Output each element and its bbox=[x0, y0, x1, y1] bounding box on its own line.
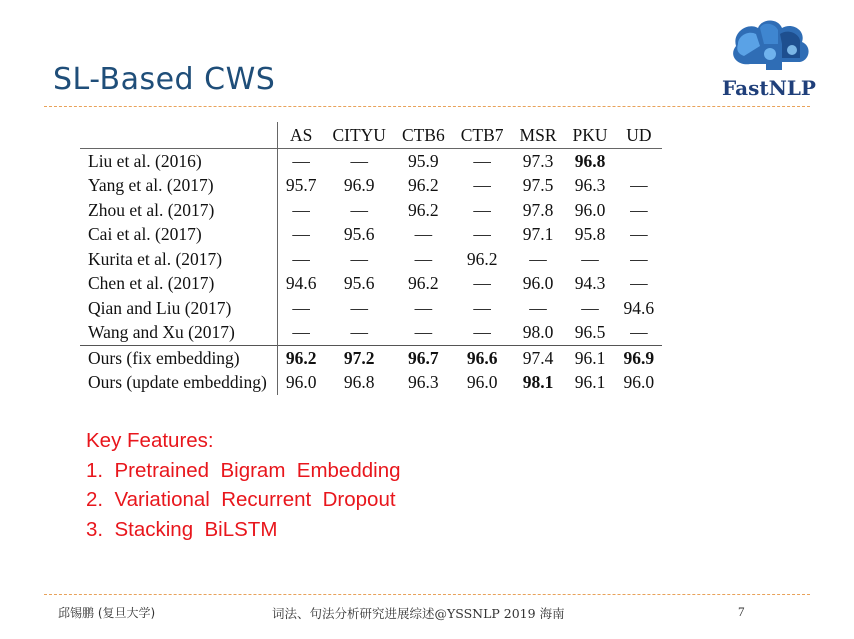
row-label: Chen et al. (2017) bbox=[80, 272, 277, 297]
table-cell: — bbox=[473, 175, 491, 196]
table-cell: 96.2 bbox=[466, 248, 498, 269]
table-cell: 97.1 bbox=[522, 224, 554, 245]
table-cell: — bbox=[630, 224, 648, 245]
table-cell: 96.7 bbox=[394, 346, 453, 371]
table-cell: 94.6 bbox=[285, 273, 317, 294]
feature-item: 3. Stacking BiLSTM bbox=[86, 517, 278, 541]
table-cell: 96.2 bbox=[408, 199, 439, 220]
table-cell: — bbox=[630, 199, 648, 220]
table-cell: 95.7 bbox=[285, 175, 317, 196]
table-cell: — bbox=[350, 199, 368, 220]
table-row bbox=[80, 247, 662, 272]
row-label: Liu et al. (2016) bbox=[80, 149, 277, 174]
table-cell: — bbox=[292, 199, 310, 220]
table-cell: 96.2 bbox=[408, 273, 439, 294]
table-cell: — bbox=[630, 273, 648, 294]
table-cell: — bbox=[529, 297, 547, 318]
table-cell: — bbox=[581, 248, 599, 269]
table-cell: — bbox=[473, 273, 491, 294]
table-cell: 96.2 bbox=[277, 346, 324, 371]
table-cell: — bbox=[630, 175, 648, 196]
table-cell: 97.2 bbox=[324, 346, 393, 371]
table-cell: — bbox=[630, 248, 648, 269]
table-cell: — bbox=[473, 199, 491, 220]
table-row bbox=[80, 272, 662, 297]
table-cell: 96.1 bbox=[574, 372, 606, 393]
table-cell: 96.0 bbox=[466, 372, 498, 393]
column-header: UD bbox=[616, 122, 663, 149]
table-cell: 96.5 bbox=[574, 322, 606, 343]
table-cell: 96.6 bbox=[453, 346, 512, 371]
table-cell: 96.1 bbox=[565, 346, 616, 371]
table-cell: 96.0 bbox=[285, 372, 317, 393]
table-cell: — bbox=[630, 322, 648, 343]
table-cell: 96.9 bbox=[343, 175, 375, 196]
table-cell: — bbox=[350, 248, 368, 269]
table-cell: — bbox=[473, 297, 491, 318]
table-cell bbox=[616, 149, 663, 174]
table-row bbox=[80, 296, 662, 321]
table-header-row bbox=[80, 122, 662, 149]
table-body bbox=[80, 149, 662, 396]
footer-talk-title: 词法、句法分析研究进展综述@YSSNLP 2019 海南 bbox=[272, 606, 565, 621]
key-features bbox=[86, 426, 401, 544]
row-label: Qian and Liu (2017) bbox=[80, 296, 277, 321]
row-label: Kurita et al. (2017) bbox=[80, 247, 277, 272]
column-header: CTB7 bbox=[453, 122, 512, 149]
table-row bbox=[80, 223, 662, 248]
table-cell: 96.0 bbox=[623, 372, 655, 393]
table-cell: — bbox=[350, 150, 368, 171]
table-cell: 97.4 bbox=[512, 346, 565, 371]
results-table bbox=[80, 122, 662, 395]
footer-divider bbox=[44, 594, 810, 595]
slide-title: SL-Based CWS bbox=[53, 62, 276, 97]
column-header: PKU bbox=[565, 122, 616, 149]
table-cell: — bbox=[292, 322, 310, 343]
table-cell: 97.5 bbox=[522, 175, 554, 196]
table-cell: — bbox=[292, 224, 310, 245]
table-cell: 95.6 bbox=[343, 224, 375, 245]
row-label: Yang et al. (2017) bbox=[80, 174, 277, 199]
table-cell: — bbox=[414, 322, 433, 343]
table-cell: 95.6 bbox=[343, 273, 375, 294]
table-cell: — bbox=[292, 297, 310, 318]
table-cell: 96.3 bbox=[408, 372, 439, 393]
table-cell: — bbox=[414, 224, 433, 245]
table-cell: 94.3 bbox=[574, 273, 606, 294]
column-header: CITYU bbox=[324, 122, 393, 149]
table-cell: 96.2 bbox=[408, 175, 439, 196]
logo-text: FastNLP bbox=[722, 76, 816, 100]
table-cell: 97.8 bbox=[522, 199, 554, 220]
footer-author: 邱锡鹏 (复旦大学) bbox=[58, 606, 156, 620]
table-cell: 96.3 bbox=[574, 175, 606, 196]
table-cell: — bbox=[350, 297, 368, 318]
table-cell: 96.0 bbox=[574, 199, 606, 220]
table-cell: — bbox=[350, 322, 368, 343]
table-cell: 98.1 bbox=[522, 372, 554, 393]
header-divider bbox=[44, 106, 810, 107]
table-cell: — bbox=[529, 248, 547, 269]
row-label: Ours (fix embedding) bbox=[80, 346, 277, 371]
feature-item: 1. Pretrained Bigram Embedding bbox=[86, 458, 401, 482]
table-cell: 96.8 bbox=[574, 150, 606, 171]
column-header: AS bbox=[277, 122, 324, 149]
table-row bbox=[80, 321, 662, 346]
table-cell: 96.9 bbox=[616, 346, 663, 371]
table-cell: 98.0 bbox=[522, 322, 554, 343]
table-row bbox=[80, 174, 662, 199]
table-cell: — bbox=[581, 297, 599, 318]
table-cell: 95.8 bbox=[574, 224, 606, 245]
column-header: CTB6 bbox=[394, 122, 453, 149]
table-cell: — bbox=[414, 248, 433, 269]
table-cell: — bbox=[473, 322, 491, 343]
table-cell: — bbox=[473, 224, 491, 245]
row-label: Zhou et al. (2017) bbox=[80, 198, 277, 223]
table-cell: 95.9 bbox=[408, 150, 439, 171]
table-corner-cell bbox=[80, 122, 277, 149]
table-row bbox=[80, 346, 662, 371]
features-heading: Key Features: bbox=[86, 429, 214, 452]
row-label: Wang and Xu (2017) bbox=[80, 321, 277, 346]
table-row bbox=[80, 149, 662, 174]
feature-item: 2. Variational Recurrent Dropout bbox=[86, 488, 396, 511]
row-label: Cai et al. (2017) bbox=[80, 223, 277, 248]
page-number: 7 bbox=[738, 604, 745, 619]
table-cell: — bbox=[292, 150, 310, 171]
table-row bbox=[80, 371, 662, 396]
table-cell: — bbox=[414, 297, 433, 318]
table-cell: 96.8 bbox=[343, 372, 375, 393]
table-cell: 97.3 bbox=[522, 150, 554, 171]
table-row bbox=[80, 198, 662, 223]
table-cell: 96.0 bbox=[522, 273, 554, 294]
table-cell: — bbox=[473, 150, 491, 171]
table-cell: 94.6 bbox=[623, 297, 655, 318]
table-cell: — bbox=[292, 248, 310, 269]
row-label: Ours (update embedding) bbox=[80, 371, 277, 396]
column-header: MSR bbox=[512, 122, 565, 149]
